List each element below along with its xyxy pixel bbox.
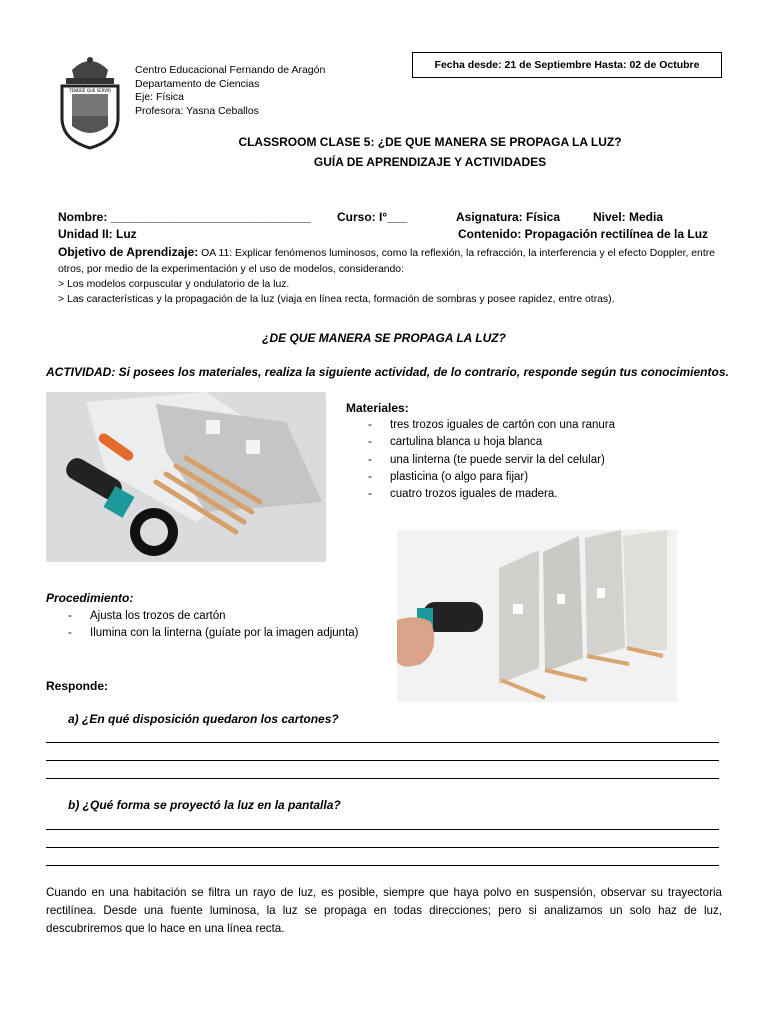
material-item: - cuatro trozos iguales de madera.	[370, 486, 615, 503]
materials-title: Materiales:	[346, 401, 409, 415]
answer-line[interactable]	[46, 778, 719, 779]
content: Contenido: Propagación rectilínea de la Luz	[458, 227, 709, 241]
objective-point-2: > Las características y la propagación de la luz (viaja en línea recta, formación de sombras y posee rapidez, entre otras).	[58, 294, 615, 305]
unit: Unidad II: Luz	[58, 227, 137, 241]
respond-label: Responde:	[46, 679, 109, 693]
school-name: Centro Educacional Fernando de Aragón	[135, 64, 326, 76]
material-item: - cartulina blanca u hoja blanca	[370, 434, 615, 451]
axis: Eje: Física	[135, 91, 185, 103]
experiment-photo	[397, 530, 677, 702]
materials-list	[370, 417, 615, 503]
procedure-title: Procedimiento:	[46, 591, 134, 605]
answer-line[interactable]	[46, 847, 719, 848]
activity-instruction: ACTIVIDAD: Si posees los materiales, realiza la siguiente actividad, de lo contrario, responde según tus conocimientos.	[46, 365, 729, 379]
question-b: b) ¿Qué forma se proyectó la luz en la pantalla?	[68, 798, 341, 812]
course-field[interactable]: Curso: I°___	[337, 210, 408, 224]
subject: Asignatura: Física	[456, 210, 561, 224]
objective-label: Objetivo de Aprendizaje:	[58, 245, 199, 259]
teacher: Profesora: Yasna Ceballos	[135, 104, 259, 117]
date-range-box	[412, 52, 722, 78]
date-range: Fecha desde: 21 de Septiembre Hasta: 02 de Octubre	[434, 59, 700, 71]
material-item: - una linterna (te puede servir la del celular)	[370, 452, 615, 469]
name-field[interactable]: Nombre: ______________________________	[58, 210, 311, 224]
answer-line[interactable]	[46, 742, 719, 743]
material-item: - tres trozos iguales de cartón con una ranura	[370, 417, 615, 434]
procedure-list	[68, 608, 384, 642]
question-a: a) ¿En qué disposición quedaron los cartones?	[68, 712, 339, 726]
crest-motto: TENDRÉ QUE SERVIR	[69, 88, 111, 93]
objective-text: OA 11: Explicar fenómenos luminosos, como la reflexión, la refracción, la interferencia y el efecto Doppler, entre otros, por medio de la experimentación y el uso de modelos, considerando:	[58, 248, 715, 275]
procedure-step: - Ilumina con la linterna (guíate por la imagen adjunta)	[68, 625, 384, 642]
procedure-step: - Ajusta los trozos de cartón	[68, 608, 384, 625]
department: Departamento de Ciencias	[135, 77, 260, 90]
answer-line[interactable]	[46, 760, 719, 761]
material-item: - plasticina (o algo para fijar)	[370, 469, 615, 486]
level: Nivel: Media	[593, 210, 664, 224]
main-title: CLASSROOM CLASE 5: ¿DE QUE MANERA SE PROPAGA LA LUZ?	[238, 135, 622, 149]
explanation-paragraph: Cuando en una habitación se filtra un rayo de luz, es posible, siempre que haya polvo en suspensión, observar su trayectoria rectilínea. Desde una fuente luminosa, la luz se propaga en todas direcciones; pero si analizamos un solo haz de luz, descubriremos que lo hace en una línea recta.	[46, 886, 722, 935]
materials-photo	[46, 392, 326, 562]
objective-point-1: > Los modelos corpuscular y ondulatorio de la luz.	[58, 279, 290, 290]
answer-line[interactable]	[46, 865, 719, 866]
answer-line[interactable]	[46, 829, 719, 830]
section-title: ¿DE QUE MANERA SE PROPAGA LA LUZ?	[262, 331, 506, 345]
school-info	[135, 64, 325, 118]
learning-objective	[58, 244, 728, 278]
guide-subtitle: GUÍA DE APRENDIZAJE Y ACTIVIDADES	[313, 155, 547, 169]
